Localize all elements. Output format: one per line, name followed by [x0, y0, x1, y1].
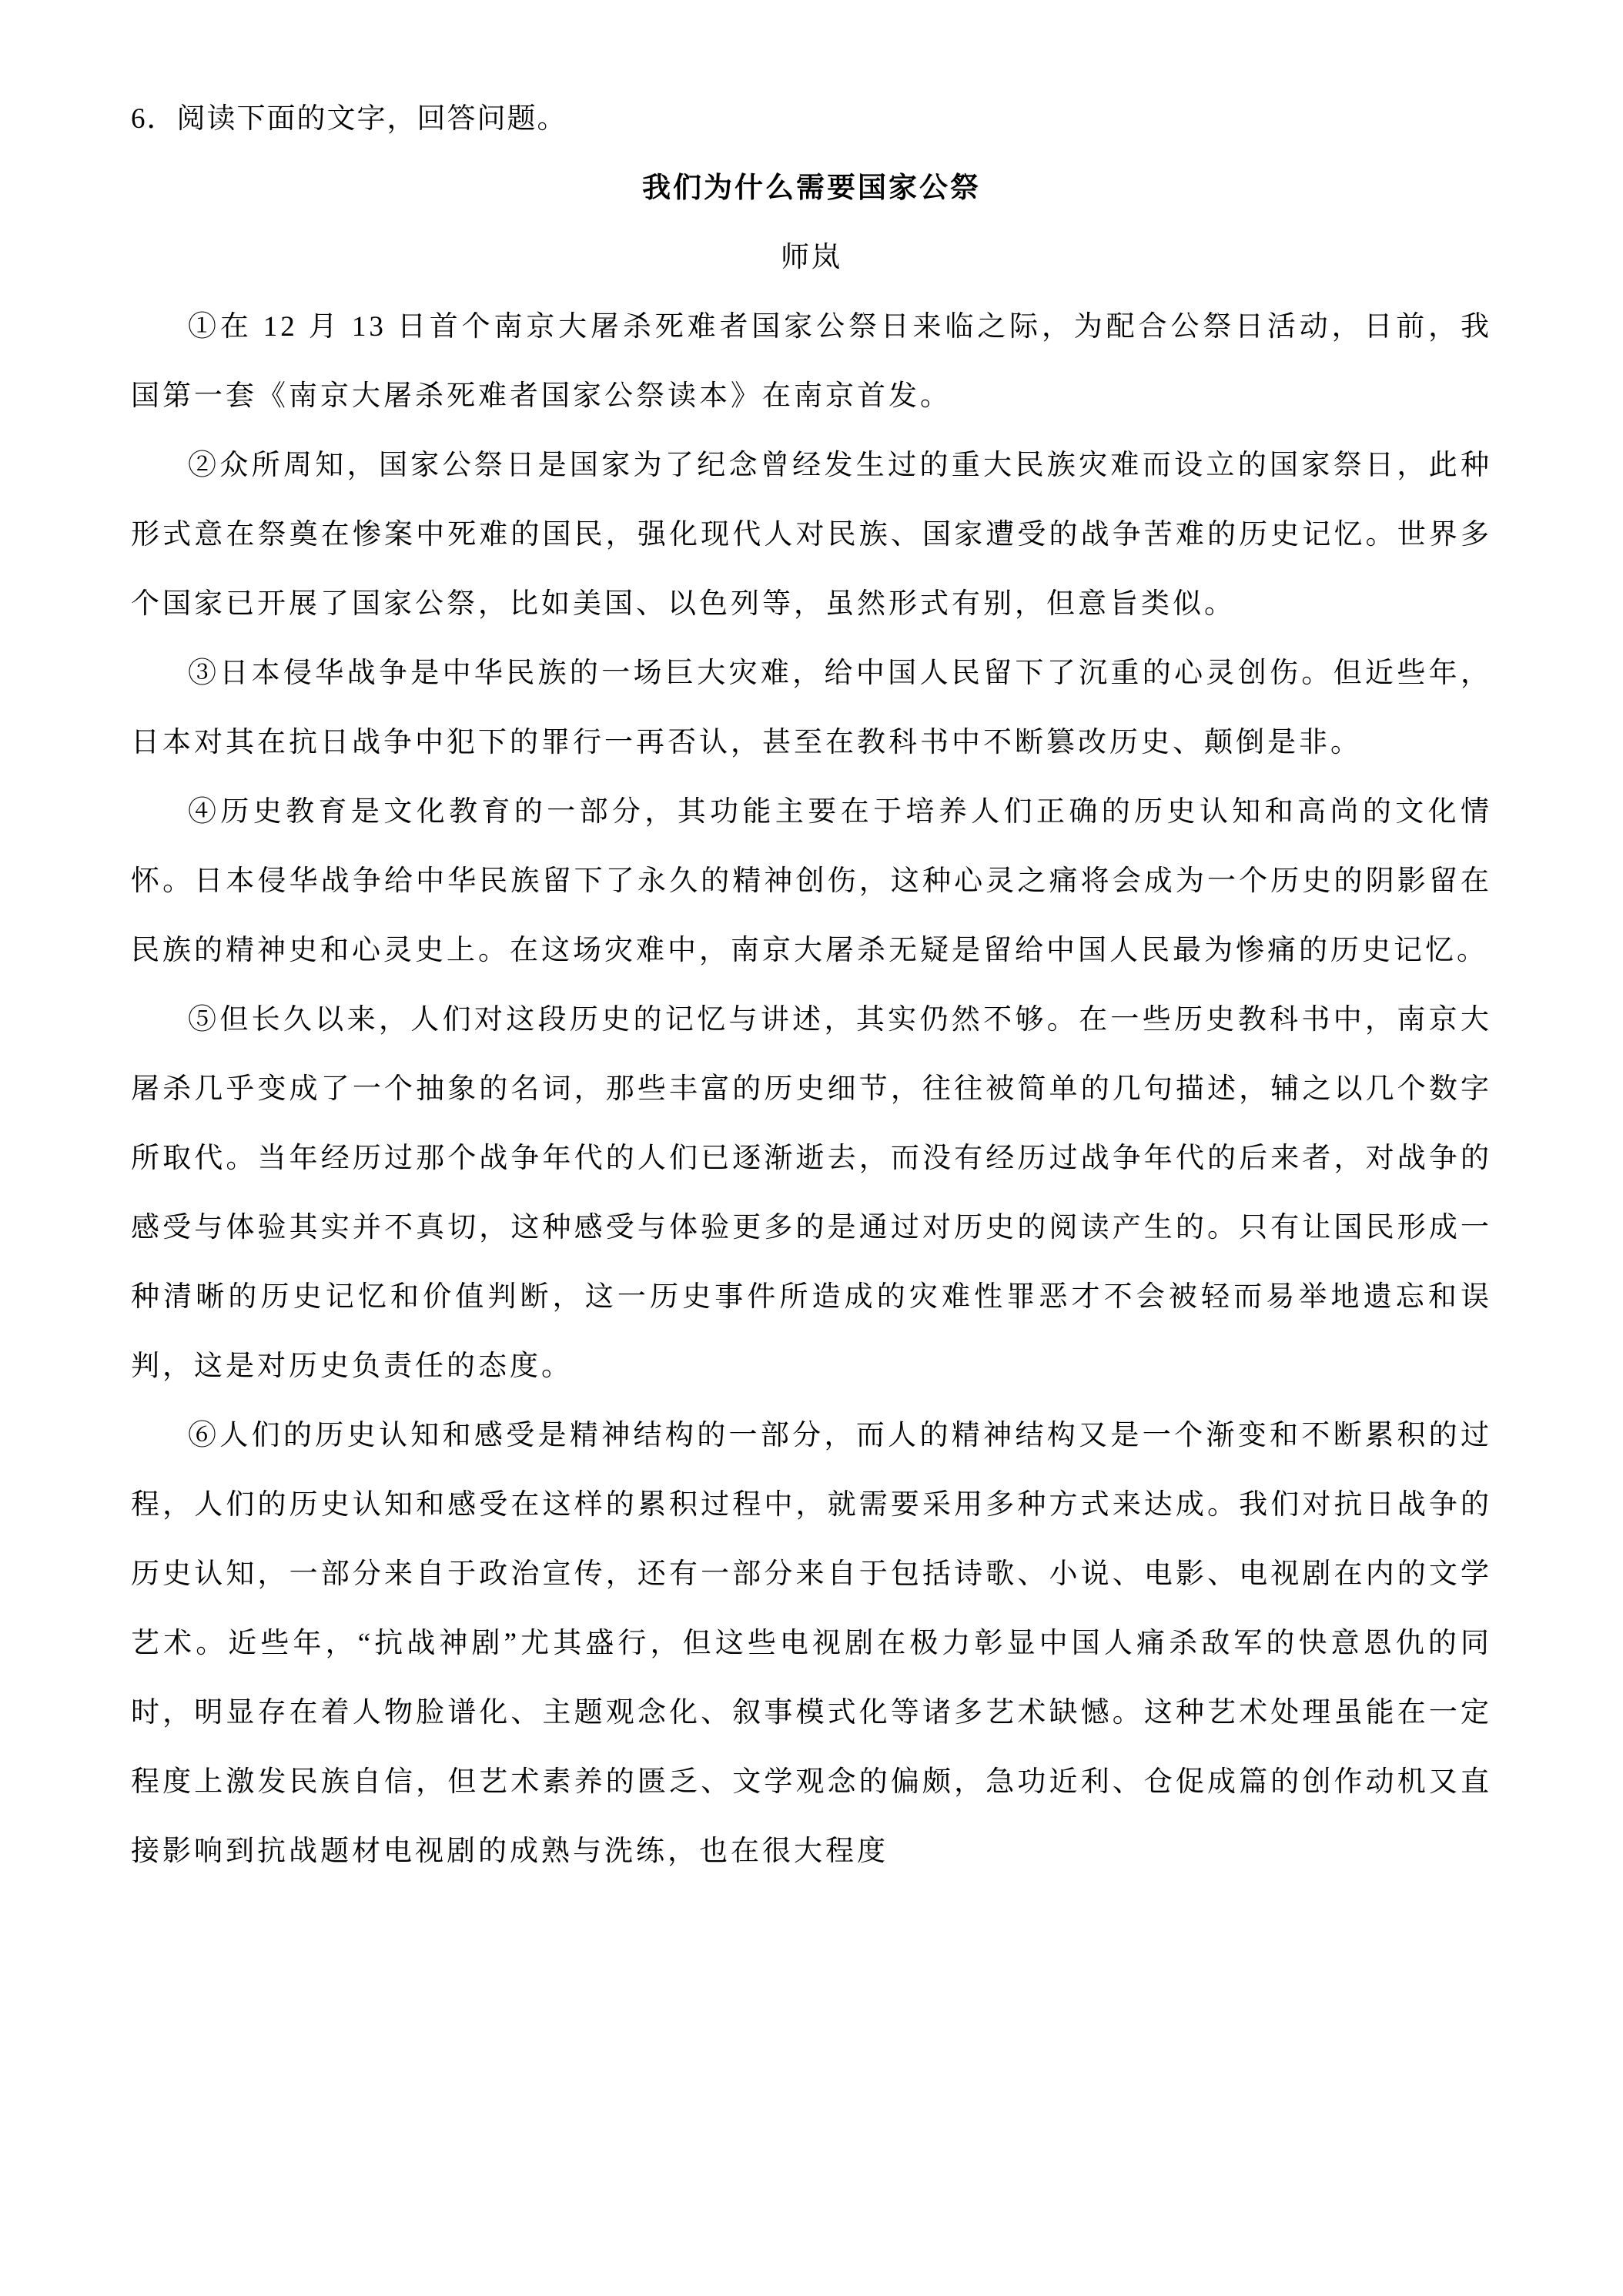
passage-author: 师岚	[781, 242, 842, 273]
passage-paragraph-4: ④历史教育是文化教育的一部分，其功能主要在于培养人们正确的历史认知和高尚的文化情怀。日本侵华战争给中华民族留下了永久的精神创伤，这种心灵之痛将会成为一个历史的阴影留在民族的精神史和心灵史上。在这场灾难中，南京大屠杀无疑是留给中国人民最为惨痛的历史记忆。	[131, 796, 1492, 966]
passage-title: 我们为什么需要国家公祭	[642, 172, 981, 204]
passage-paragraph-3: ③日本侵华战争是中华民族的一场巨大灾难，给中国人民留下了沉重的心灵创伤。但近些年，日本对其在抗日战争中犯下的罪行一再否认，甚至在教科书中不断篡改历史、颠倒是非。	[131, 658, 1492, 758]
passage-paragraph-2: ②众所周知，国家公祭日是国家为了纪念曾经发生过的重大民族灾难而设立的国家祭日，此种形式意在祭奠在惨案中死难的国民，强化现代人对民族、国家遭受的战争苦难的历史记忆。世界多个国家已开展了国家公祭，比如美国、以色列等，虽然形式有别，但意旨类似。	[131, 450, 1492, 620]
question-prompt: 6．阅读下面的文字，回答问题。	[131, 103, 567, 135]
passage-paragraph-1: ①在 12 月 13 日首个南京大屠杀死难者国家公祭日来临之际，为配合公祭日活动，日前，我国第一套《南京大屠杀死难者国家公祭读本》在南京首发。	[131, 311, 1492, 412]
passage-paragraph-5: ⑤但长久以来，人们对这段历史的记忆与讲述，其实仍然不够。在一些历史教科书中，南京大屠杀几乎变成了一个抽象的名词，那些丰富的历史细节，往往被简单的几句描述，辅之以几个数字所取代。当年经历过那个战争年代的人们已逐渐逝去，而没有经历过战争年代的后来者，对战争的感受与体验其实并不真切，这种感受与体验更多的是通过对历史的阅读产生的。只有让国民形成一种清晰的历史记忆和价值判断，这一历史事件所造成的灾难性罪恶才不会被轻而易举地遗忘和误判，这是对历史负责任的态度。	[131, 1004, 1492, 1382]
passage-paragraph-6: ⑥人们的历史认知和感受是精神结构的一部分，而人的精神结构又是一个渐变和不断累积的过程，人们的历史认知和感受在这样的累积过程中，就需要采用多种方式来达成。我们对抗日战争的历史认知，一部分来自于政治宣传，还有一部分来自于包括诗歌、小说、电影、电视剧在内的文学艺术。近些年，“抗战神剧”尤其盛行，但这些电视剧在极力彰显中国人痛杀敌军的快意恩仇的同时，明显存在着人物脸谱化、主题观念化、叙事模式化等诸多艺术缺憾。这种艺术处理虽能在一定程度上激发民族自信，但艺术素养的匮乏、文学观念的偏颇，急功近利、仓促成篇的创作动机又直接影响到抗战题材电视剧的成熟与洗练，也在很大程度	[131, 1420, 1492, 1867]
